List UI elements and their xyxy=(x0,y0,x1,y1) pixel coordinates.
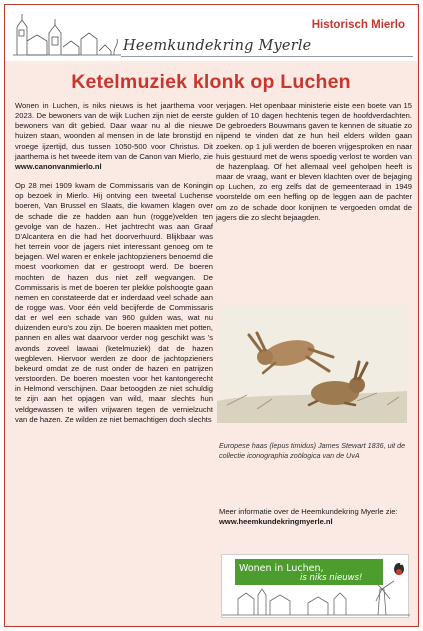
bird-icon xyxy=(394,563,404,575)
article-title: Ketelmuziek klonk op Luchen xyxy=(71,71,351,93)
article-column-left xyxy=(15,101,213,434)
header xyxy=(5,5,417,61)
image-caption: Europese haas (lepus timidus) James Stewart 1836, uit de collectie iconographia zoölogica van de UvA xyxy=(219,441,406,460)
paragraph-continued: verjagen. Het openbaar ministerie eiste een boete van 15 gulden of 10 dagen hechtenis tegen de hoofdverdachten. De gebroeders Bouwmans gaven te kennen de situatie zo nijpend te vinden dat ze hun heil elders wilden gaan zoeken. op 1 juli werden de boeren vrijgesproken en naar huis gestuurd met de wens spoedig verlost te worden van de hazenplaag. Of het allemaal veel geholpen heeft is maar de vraag, want er bleven klachten over de bejaging op Luchen, zo erg zelfs dat de gemeenteraad in 1949 voorstelde om een heffing op de leggen aan de pachter om zo de schade door konijnen te vergoeden omdat de jagers die zo slecht bejaagden. xyxy=(216,101,412,222)
society-website-link[interactable]: www.heemkundekringmyerle.nl xyxy=(219,517,333,527)
society-name: Heemkundekring Myerle xyxy=(123,38,312,54)
header-divider xyxy=(121,56,413,57)
paragraph-intro-text: Wonen in Luchen, is niks nieuws is het jaarthema voor 2023. De bewoners van de wijk Luchen zijn niet de eerste bewoners van dit gebied. Daar waar nu al die nieuwe huizen staan, woonden al mensen in de late bronstijd en vroege ijzertijd, dus tussen 1050-500 voor Christus. Dit jaarthema is het tweede item van de Canon van Mierlo, zie xyxy=(15,101,213,161)
paragraph-intro xyxy=(15,101,213,172)
banner-line-1: Wonen in Luchen, xyxy=(239,563,324,574)
more-info-text: Meer informatie over de Heemkundekring Myerle zie: xyxy=(219,507,398,516)
page-frame xyxy=(4,4,419,627)
more-info xyxy=(219,507,411,527)
paragraph-story: Op 28 mei 1909 kwam de Commissaris van de Koningin op bezoek in Mierlo. Hij ontving een tweetal Luchense boeren, Van Brussel en Slaats, die kwamen klagen over de schade die ze hadden aan hun (rogge)velden ten gevolge van de hazen.. Het jachtrecht was aan Graaf D'Alcantera en die had het doorverhuurd. Blijkbaar was het terrein voor de jagers niet interessant genoeg om te bejagen. Wel waren er enkele jachtopzieners benoemd die moest voorkomen dat er gestroopt werd. De boeren mochten de hazen dus niet zelf wegvangen. De Commissaris is met de boeren ter plekke polshoogte gaan nemen en constateerde dat er inderdaad veel schade aan de rogge was. Voor één veld becijferde de Commissaris dat er wel een schade van 960 gulden was, wat nu duizenden euro's zou zijn. De boeren maakten met potten, pannen en alles wat daarvoor verder nog geschikt was 's avonds zoveel lawaai (ketelmuziek) dat de hazen wegbleven. Hiervoor werden ze door de jachtopzieners bekeurd omdat ze de rust onder de hazen en patrijzen verstoorden. De boeren moesten voor het kantongerecht in Helmond verschijnen. Daar betoogden ze niet schuldig te zijn aan het opjagen van wild, maar slechts hun veldgewassen te willen vrijwaren tegen de vernielzucht van de hazen. Ze wilden ze niet bemachtigen doch slechts xyxy=(15,181,213,424)
village-sketch-icon xyxy=(11,11,123,57)
banner-line-2: is niks nieuws! xyxy=(300,573,363,583)
canon-link[interactable]: www.canonvanmierlo.nl xyxy=(15,161,102,171)
hares-illustration xyxy=(217,305,407,423)
section-tag: Historisch Mierlo xyxy=(311,19,405,31)
theme-banner xyxy=(221,554,409,618)
article-column-right xyxy=(216,101,412,232)
